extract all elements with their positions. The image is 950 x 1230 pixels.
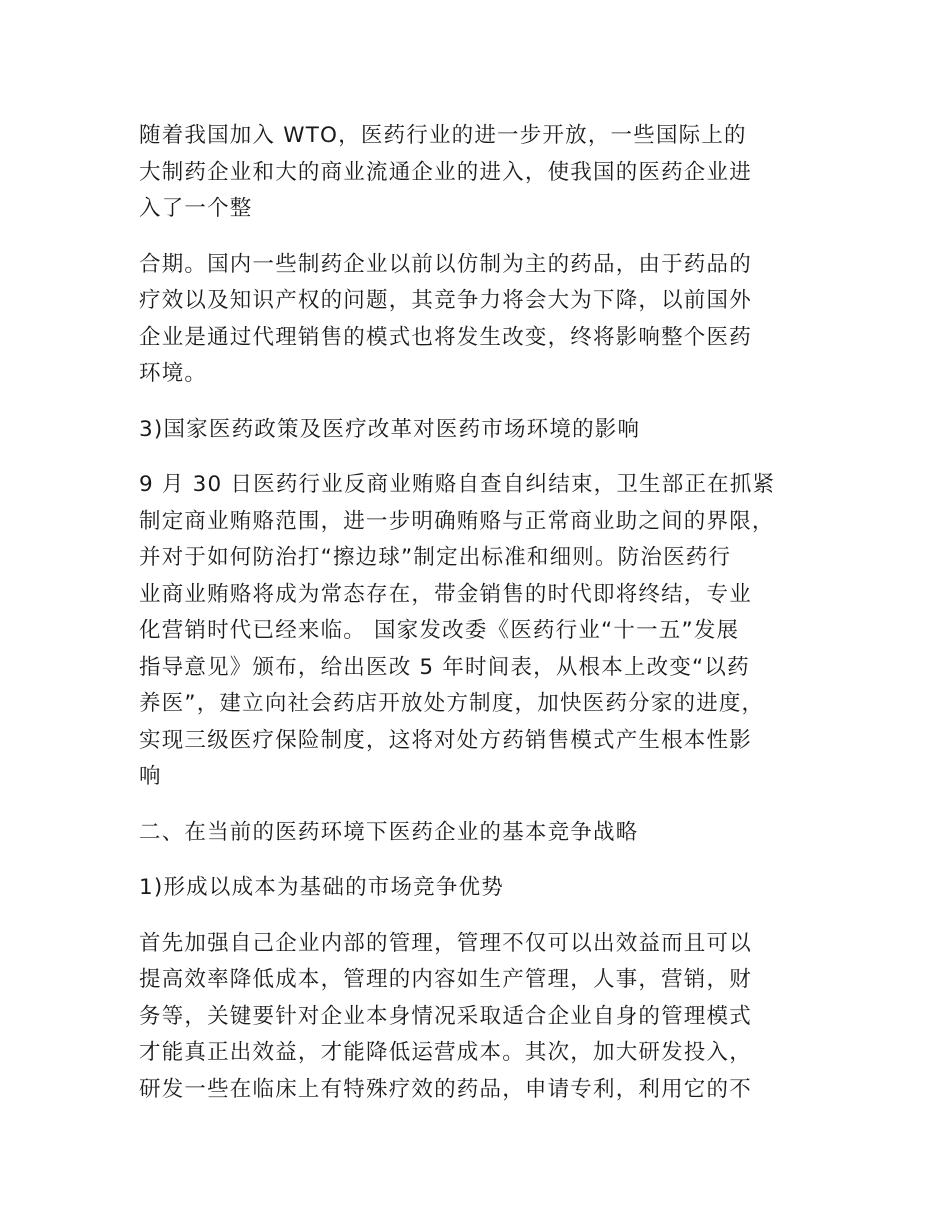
- section-heading-policy: 3)国家医药政策及医疗改革对医药市场环境的影响: [139, 416, 641, 442]
- section-heading-strategy: 二、在当前的医药环境下医药企业的基本竞争战略: [139, 819, 639, 845]
- paragraph-integration-period: 合期。国内一些制药企业以前以仿制为主的药品，由于药品的 疗效以及知识产权的问题，其竞争力将会大为下降，以前国外 企业是通过代理销售的模式也将发生改变，终将影响整个医药 环境。: [139, 251, 752, 386]
- paragraph-management: 首先加强自己企业内部的管理，管理不仅可以出效益而且可以 提高效率降低成本，管理的内容如生产管理，人事，营销，财 务等，关键要针对企业本身情况采取适合企业自身的管理模式 才能真正出效益，才能降低运营成本。其次，加大研发投入， 研发一些在临床上有特殊疗效的药品，申请专利，利用它的不: [139, 930, 752, 1102]
- paragraph-wto-intro: 随着我国加入 WTO，医药行业的进一步开放，一些国际上的 大制药企业和大的商业流通企业的进入，使我国的医药企业进 入了一个整: [139, 123, 752, 221]
- document-body: [139, 118, 829, 1127]
- subsection-heading-cost: 1)形成以成本为基础的市场竞争优势: [139, 875, 504, 900]
- paragraph-anti-bribery: 9 月 30 日医药行业反商业贿赂自查自纠结束，卫生部正在抓紧 制定商业贿赂范围，进一步明确贿赂与正常商业助之间的界限， 并对于如何防治打“擦边球”制定出标准和细则。防治医药行 业商业贿赂将成为常态存在，带金销售的时代即将终结，专业 化营销时代已经来临。 国家发改委《医药行业“十一五”发展 指导意见》颁布，给出医改 5 年时间表，从根本上改变“以药 养医”，建立向社会药店开放处方制度，加快医药分家的进度， 实现三级医疗保险制度，这将对处方药销售模式产生根本性影 响: [139, 472, 776, 789]
